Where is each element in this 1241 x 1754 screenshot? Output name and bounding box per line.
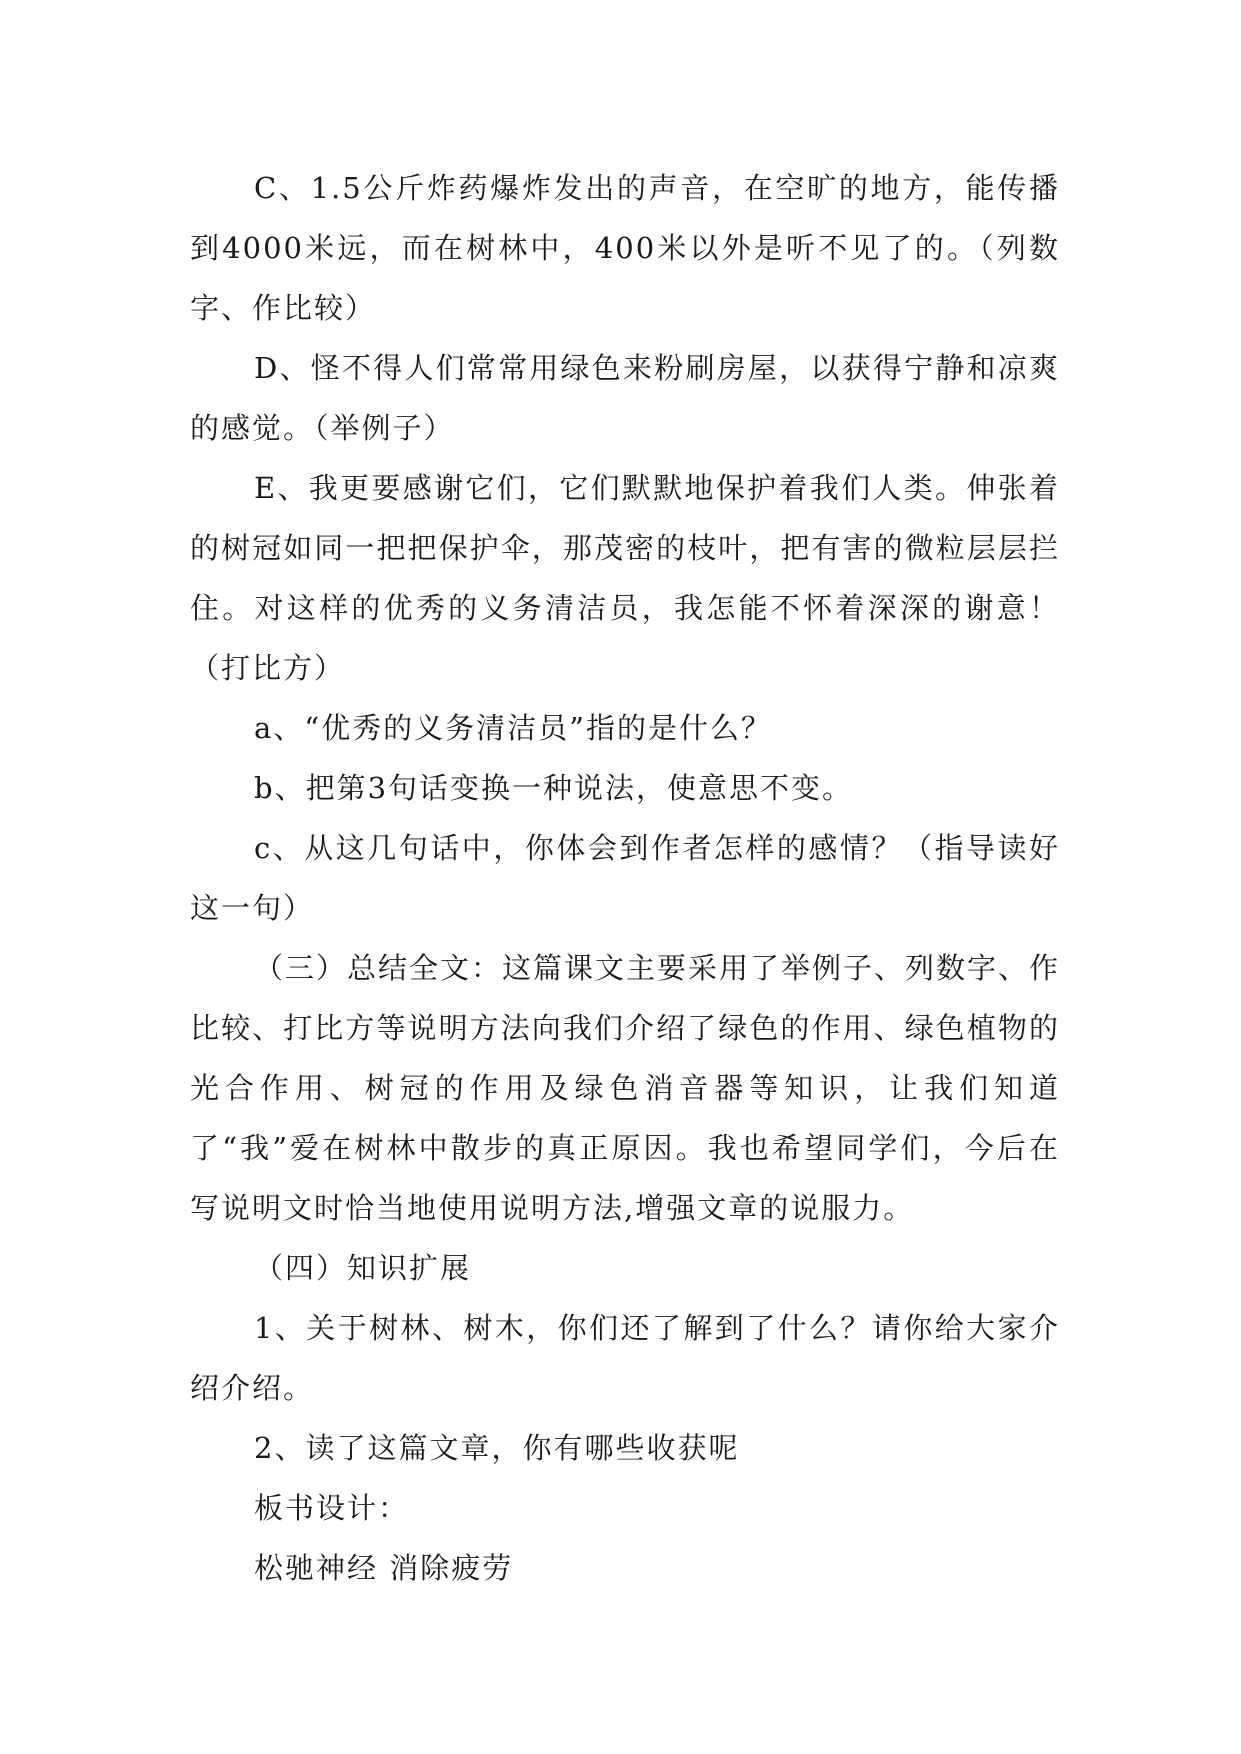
question-c: c、从这几句话中，你体会到作者怎样的感情？（指导读好这一句） [190,831,1060,925]
extension-item-1: 1、关于树林、树木，你们还了解到了什么？请你给大家介绍介绍。 [190,1311,1060,1405]
question-a: a、“优秀的义务清洁员”指的是什么？ [254,711,772,745]
board-design-line-1: 松驰神经 消除疲劳 [254,1551,514,1585]
section-summary: （三）总结全文：这篇课文主要采用了举例子、列数字、作比较、打比方等说明方法向我们介绍了绿色的作用、绿色植物的光合作用、树冠的作用及绿色消音器等知识，让我们知道了“我”爱在树林中散步的真正原因。我也希望同学们，今后在写说明文时恰当地使用说明方法,增强文章的说服力。 [190,951,1061,1225]
question-b: b、把第3句话变换一种说法，使意思不变。 [254,771,854,805]
paragraph-d-house-example: D、怪不得人们常常用绿色来粉刷房屋，以获得宁静和凉爽的感觉。（举例子） [190,351,1060,445]
board-design-heading: 板书设计： [254,1491,410,1525]
paragraph-c-sound-example: C、1.5公斤炸药爆炸发出的声音，在空旷的地方，能传播到4000米远，而在树林中，400米以外是听不见了的。（列数字、作比较） [190,171,1060,325]
paragraph-e-tree-crown-example: E、我更要感谢它们，它们默默地保护着我们人类。伸张着的树冠如同一把把保护伞，那茂密的枝叶，把有害的微粒层层拦住。对这样的优秀的义务清洁员，我怎能不怀着深深的谢意！（打比方） [190,471,1060,685]
extension-item-2: 2、读了这篇文章，你有哪些收获呢 [254,1431,740,1465]
section-knowledge-extension-heading: （四）知识扩展 [254,1251,472,1285]
